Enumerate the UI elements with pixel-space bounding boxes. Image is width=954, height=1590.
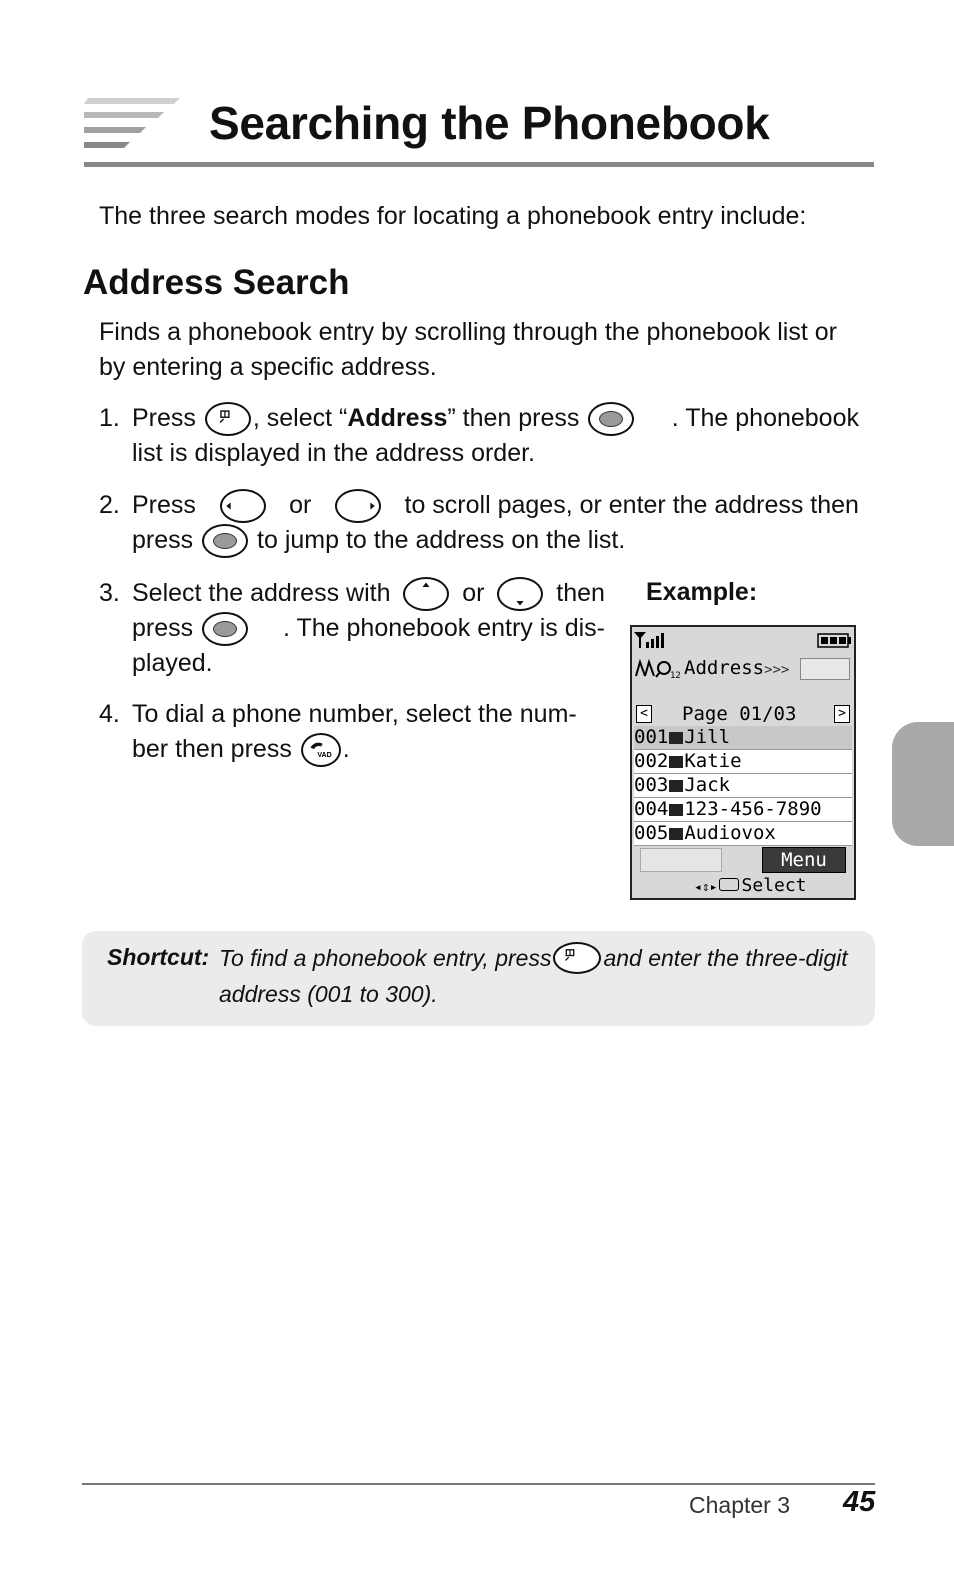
chapter-label: Chapter 3 [689,1492,791,1518]
book-search-icon [634,658,682,680]
page-indicator: < Page 01/03 > [634,703,852,727]
send-vad-key-icon [301,733,341,767]
list-item: 001 Jill [634,726,852,750]
phone-icon [669,732,683,744]
center-select-key-icon [588,402,634,436]
address-entry-box [800,658,850,680]
shortcut-text: To find a phonebook entry, press and enter the three-digit address (001 to 300). [219,940,848,1012]
phonebook-key-icon [553,942,601,974]
phone-icon [669,828,683,840]
step-number: 2. [99,491,120,519]
entry-list [634,726,852,846]
title-underline [84,162,874,167]
left-softkey [640,848,722,872]
svg-text:12: 12 [670,671,681,680]
phone-icon [669,804,683,816]
section-heading: Address Search [83,263,350,302]
down-nav-key-icon [497,577,543,611]
nav-arrows-icon: ◂⇕▸ [694,880,718,895]
status-bar [632,627,854,653]
phone-icon [669,756,683,768]
softkey-bar [632,845,854,898]
step-1: 1. Press , select “ Address ” then press . The phonebook list is displayed in the address order. [99,401,859,473]
step-4: 4. To dial a phone number, select the num- ber then press VAD . [99,697,605,769]
screen-header: 12 Address>>> [634,657,852,681]
list-item: 002 Katie [634,750,852,774]
center-select-key-icon [202,612,248,646]
select-hint: ◂⇕▸ Select [694,875,807,896]
example-label: Example: [646,578,758,606]
list-item: 003 Jack [634,774,852,798]
select-key-icon [719,878,739,891]
signal-icon [634,632,664,648]
step-2: 2. Press or to scroll pages, or enter the address then press to jump to the address on the list. [99,488,859,560]
menu-softkey: Menu [762,847,846,873]
list-item: 005 Audiovox [634,822,852,846]
center-select-key-icon [202,524,248,558]
step-number: 1. [99,404,120,432]
up-nav-key-icon [403,577,449,611]
section-description: Finds a phonebook entry by scrolling through the phonebook list or by entering a specific address. [99,318,837,381]
list-item: 004 123-456-7890 [634,798,852,822]
footer-rule [82,1483,875,1485]
page-left-icon: < [636,705,652,723]
shortcut-label: Shortcut: [107,944,210,970]
header-stripes-graphic [84,98,180,156]
battery-icon [818,634,851,647]
page-number: 45 [843,1486,876,1518]
page-title: Searching the Phonebook [209,97,770,149]
phone-icon [669,780,683,792]
right-nav-key-icon [335,489,381,523]
step-3: 3. Select the address with or then press . The phonebook entry is dis- played. [99,576,605,682]
svg-text:VAD: VAD [317,751,332,759]
step-number: 3. [99,579,120,607]
chapter-side-tab [892,722,954,846]
page-right-icon: > [834,705,850,723]
intro-text: The three search modes for locating a phonebook entry include: [99,202,807,230]
phonebook-key-icon [205,402,251,436]
step-number: 4. [99,700,120,728]
phone-screen-example [630,625,856,900]
left-nav-key-icon [220,489,266,523]
